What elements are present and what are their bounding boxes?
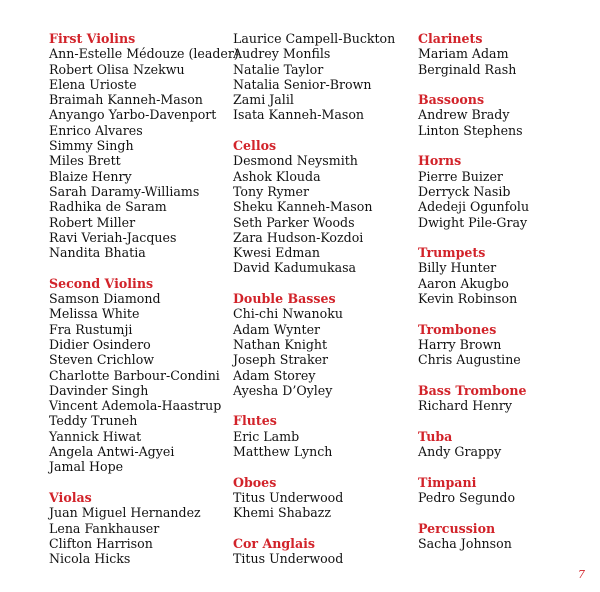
musician-name: Samson Diamond (49, 291, 161, 307)
musician-name: Isata Kanneh-Mason (233, 107, 365, 123)
musician-name: Charlotte Barbour-Condini (49, 367, 220, 383)
musician-name: Zara Hudson-Kozdoi (233, 229, 364, 245)
section-heading: Cellos (233, 138, 277, 154)
musician-name: Yannick Hiwat (49, 428, 142, 444)
musician-name: Ravi Veriah-Jacques (49, 229, 177, 245)
page-number: 7 (578, 568, 585, 581)
section (418, 153, 598, 229)
section (49, 490, 229, 566)
musician-name: Andrew Brady (418, 107, 510, 123)
musician-name: Sacha Johnson (418, 535, 512, 551)
section-heading: Clarinets (418, 31, 483, 46)
section (418, 31, 598, 77)
musician-name: Harry Brown (418, 336, 502, 352)
musician-name: Dwight Pile-Gray (418, 214, 528, 230)
musician-name: Robert Miller (49, 214, 136, 230)
section (418, 383, 598, 414)
musician-name: Davinder Singh (49, 382, 149, 398)
section (49, 276, 229, 475)
musician-name: Tony Rymer (233, 183, 310, 199)
musician-name: Seth Parker Woods (233, 214, 355, 230)
musician-name: Matthew Lynch (233, 444, 333, 460)
musician-name: Titus Underwood (233, 489, 344, 505)
section-heading: Trombones (418, 321, 497, 337)
musician-name: Chi-chi Nwanoku (233, 306, 343, 322)
musician-name: Nicola Hicks (49, 551, 131, 567)
musician-name: Khemi Shabazz (233, 505, 332, 521)
section (418, 475, 598, 506)
musician-name: Anyango Yarbo-Davenport (49, 107, 217, 123)
musician-name: Vincent Ademola-Haastrup (49, 398, 222, 414)
musician-name: Kevin Robinson (418, 291, 518, 307)
musician-name: Ashok Klouda (233, 168, 321, 184)
musician-name: Braimah Kanneh-Mason (49, 92, 203, 108)
musician-name: Aaron Akugbo (418, 275, 509, 291)
musician-name: Berginald Rash (418, 61, 517, 77)
musician-name: Adam Wynter (233, 321, 321, 337)
musician-name: Pierre Buizer (418, 168, 503, 184)
musician-name: Natalie Taylor (233, 61, 324, 77)
musician-name: Radhika de Saram (49, 199, 167, 215)
musician-name: Angela Antwi-Agyei (49, 444, 175, 460)
musician-name: Lena Fankhauser (49, 520, 160, 536)
musician-name: Nandita Bhatia (49, 245, 146, 261)
musician-name: Nathan Knight (233, 336, 328, 352)
musician-name: Melissa White (49, 306, 140, 322)
musician-name: Teddy Truneh (49, 413, 138, 429)
musician-name: Titus Underwood (233, 551, 344, 567)
musician-name: Blaize Henry (49, 168, 132, 184)
section (233, 31, 413, 123)
musician-name: David Kadumukasa (233, 260, 357, 276)
section (233, 475, 413, 521)
musician-name: Linton Stephens (418, 122, 523, 138)
section-heading: First Violins (49, 31, 136, 46)
section (233, 138, 413, 276)
musician-name: Steven Crichlow (49, 352, 155, 368)
section-heading: Cor Anglais (233, 535, 315, 551)
musician-name: Desmond Neysmith (233, 153, 358, 169)
musician-name: Elena Urioste (49, 76, 137, 92)
roster-column-1 (49, 31, 239, 582)
musician-name: Miles Brett (49, 153, 121, 169)
section (233, 291, 413, 398)
section-heading: Violas (49, 489, 92, 505)
section-heading: Horns (418, 153, 462, 169)
musician-name: Richard Henry (418, 398, 512, 414)
musician-name: Adam Storey (233, 367, 316, 383)
musician-name: Kwesi Edman (233, 245, 320, 261)
section-heading: Flutes (233, 413, 277, 429)
section (49, 31, 239, 261)
musician-name: Didier Osindero (49, 336, 151, 352)
musician-name: Sarah Daramy-Williams (49, 183, 200, 199)
musician-name: Derryck Nasib (418, 183, 511, 199)
musician-name: Pedro Segundo (418, 489, 516, 505)
section-heading: Tuba (418, 428, 453, 444)
section-heading: Bass Trombone (418, 382, 527, 398)
musician-name: Fra Rustumji (49, 321, 133, 337)
section (418, 521, 598, 552)
musician-name: Zami Jalil (233, 92, 294, 108)
section-heading: Trumpets (418, 245, 486, 261)
musician-name: Eric Lamb (233, 428, 300, 444)
section-heading: Bassoons (418, 92, 485, 108)
musician-name: Enrico Alvares (49, 122, 143, 138)
section (233, 536, 413, 567)
musician-name: Audrey Monfils (233, 46, 331, 62)
section-heading: Oboes (233, 474, 277, 490)
musician-name: Ann-Estelle Médouze (leader) (49, 46, 239, 62)
musician-name: Robert Olisa Nzekwu (49, 61, 185, 77)
section (418, 429, 598, 460)
musician-name: Joseph Straker (233, 352, 329, 368)
musician-name: Simmy Singh (49, 138, 134, 154)
section-heading: Timpani (418, 474, 477, 490)
section (418, 245, 598, 306)
musician-name: Adedeji Ogunfolu (418, 199, 530, 215)
section-heading: Second Violins (49, 275, 154, 291)
musician-name: Jamal Hope (49, 459, 124, 475)
musician-name: Juan Miguel Hernandez (49, 505, 201, 521)
musician-name: Laurice Campell-Buckton (233, 31, 396, 46)
section-heading: Double Basses (233, 291, 336, 307)
musician-name: Billy Hunter (418, 260, 497, 276)
musician-name: Mariam Adam (418, 46, 509, 62)
roster-column-2 (233, 31, 413, 582)
section-heading: Percussion (418, 520, 496, 536)
section (233, 413, 413, 459)
musician-name: Ayesha D’Oyley (233, 382, 333, 398)
musician-name: Natalia Senior-Brown (233, 76, 372, 92)
musician-name: Chris Augustine (418, 352, 521, 368)
roster-column-3 (418, 31, 598, 566)
musician-name: Clifton Harrison (49, 535, 153, 551)
musician-name: Sheku Kanneh-Mason (233, 199, 373, 215)
section (418, 92, 598, 138)
musician-name: Andy Grappy (418, 444, 502, 460)
section (418, 322, 598, 368)
